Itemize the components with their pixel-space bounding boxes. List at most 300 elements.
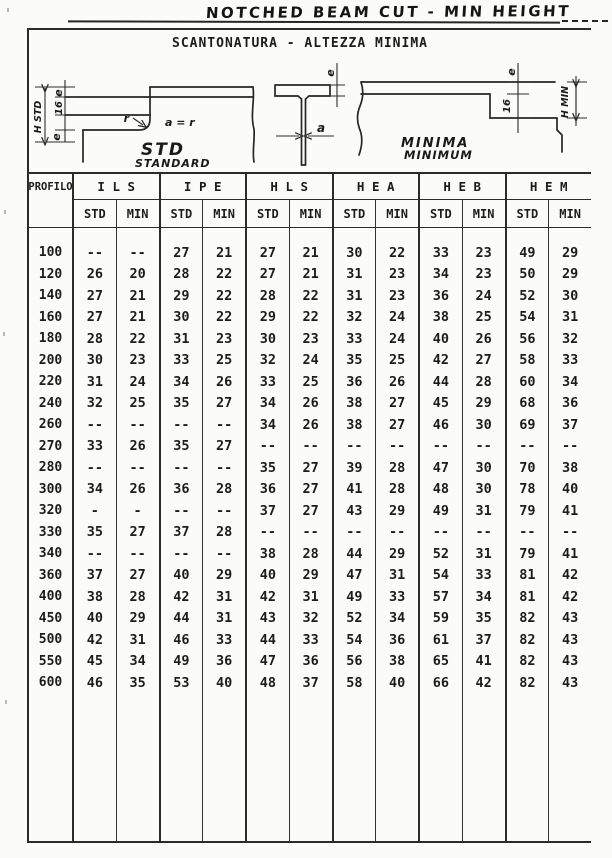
value-cell: 23 [376, 285, 420, 307]
value-cell: 42 [247, 586, 290, 608]
value-cell: 54 [507, 307, 550, 329]
value-cell: -- [247, 522, 290, 544]
value-cell: 37 [290, 672, 334, 694]
value-cell: 52 [334, 608, 377, 630]
value-cell: 25 [376, 350, 420, 372]
title-underline [68, 20, 560, 23]
value-cell: 43 [561, 610, 579, 627]
value-cell: 25 [463, 307, 507, 329]
value-cell: 30 [561, 287, 579, 304]
value-cell: 31 [463, 543, 507, 565]
value-cell: 49 [507, 242, 550, 264]
value-cell: 40 [376, 672, 420, 694]
value-cell: 27 [376, 393, 420, 415]
profile-cell: 100 [29, 242, 74, 264]
value-cell: 35 [74, 522, 117, 544]
table-row [29, 651, 591, 673]
value-cell: 35 [463, 608, 507, 630]
value-cell: 81 [507, 586, 550, 608]
value-cell: 27 [203, 393, 247, 415]
radius-label: r [123, 112, 129, 125]
value-cell: 28 [161, 264, 204, 286]
value-cell: 26 [203, 371, 247, 393]
value-cell: 27 [203, 436, 247, 458]
value-cell: 31 [334, 264, 377, 286]
value-cell: 24 [117, 371, 161, 393]
profile-cell: 270 [29, 436, 74, 458]
empty-filler-row [29, 694, 591, 842]
subheader-min: MIN [376, 200, 420, 227]
value-cell: 29 [376, 543, 420, 565]
profile-cell: 220 [29, 371, 74, 393]
value-cell: 82 [507, 608, 550, 630]
table-row [29, 264, 591, 286]
value-cell: 40 [203, 672, 247, 694]
group-header-hem: H E M [507, 174, 592, 200]
value-cell: 32 [561, 330, 579, 347]
value-cell: 30 [463, 479, 507, 501]
value-cell: 30 [334, 242, 377, 264]
value-cell: 36 [247, 479, 290, 501]
value-cell: -- [161, 500, 204, 522]
profile-cell: 280 [29, 457, 74, 479]
value-cell: 52 [420, 543, 463, 565]
value-cell: 81 [507, 565, 550, 587]
value-cell: 41 [561, 502, 579, 519]
value-cell: 23 [290, 328, 334, 350]
scan-speck [3, 332, 5, 336]
value-cell: -- [463, 436, 507, 458]
value-cell: 40 [74, 608, 117, 630]
value-cell: 33 [420, 242, 463, 264]
value-cell: 27 [74, 285, 117, 307]
value-cell: 42 [561, 567, 579, 584]
value-cell: 46 [161, 629, 204, 651]
table-row [29, 285, 591, 307]
value-cell: -- [203, 414, 247, 436]
value-cell: -- [561, 438, 579, 455]
value-cell: 24 [463, 285, 507, 307]
profile-cell: 300 [29, 479, 74, 501]
value-cell: 28 [203, 522, 247, 544]
value-cell: 47 [420, 457, 463, 479]
profile-cell: 340 [29, 543, 74, 565]
value-cell: 30 [247, 328, 290, 350]
value-cell: 38 [334, 393, 377, 415]
min-dim-16-label: 16 [502, 99, 513, 113]
value-cell: 34 [74, 479, 117, 501]
scan-speck [5, 700, 7, 704]
value-cell: 41 [463, 651, 507, 673]
value-cell: 26 [290, 414, 334, 436]
group-header-ils: I L S [74, 174, 161, 200]
value-cell: -- [117, 242, 161, 264]
value-cell: 29 [117, 608, 161, 630]
subheader-min: MIN [203, 200, 247, 227]
value-cell: 22 [290, 285, 334, 307]
spacer-row [29, 228, 591, 242]
subheader-min: MIN [463, 200, 507, 227]
value-cell: 34 [376, 608, 420, 630]
value-cell: 39 [334, 457, 377, 479]
value-cell: 38 [334, 414, 377, 436]
value-cell: 36 [203, 651, 247, 673]
table-row [29, 307, 591, 329]
min-dim-e-label: e [505, 68, 518, 76]
value-cell: 22 [203, 264, 247, 286]
value-cell: 33 [161, 350, 204, 372]
table-row [29, 436, 591, 458]
table-row [29, 565, 591, 587]
value-cell: 28 [247, 285, 290, 307]
value-cell: 44 [161, 608, 204, 630]
value-cell: 31 [463, 500, 507, 522]
min-dimension-lines [507, 63, 587, 133]
value-cell: 24 [290, 350, 334, 372]
value-cell: 57 [420, 586, 463, 608]
section-dim-e-label: e [324, 69, 337, 77]
value-cell: -- [376, 522, 420, 544]
value-cell: 27 [290, 479, 334, 501]
group-header-ipe: I P E [161, 174, 248, 200]
std-dim-e-top-label: e [52, 89, 65, 97]
value-cell: -- [203, 500, 247, 522]
value-cell: 32 [290, 608, 334, 630]
value-cell: 40 [420, 328, 463, 350]
value-cell: 56 [507, 328, 550, 350]
value-cell: 48 [247, 672, 290, 694]
value-cell: 31 [290, 586, 334, 608]
table-row [29, 500, 591, 522]
value-cell: -- [334, 436, 377, 458]
profile-cell: 600 [29, 672, 74, 694]
table-row [29, 414, 591, 436]
value-cell: 26 [117, 436, 161, 458]
value-cell: 26 [463, 328, 507, 350]
value-cell: -- [117, 543, 161, 565]
value-cell: 82 [507, 672, 550, 694]
value-cell: -- [74, 242, 117, 264]
subheader-row [74, 200, 591, 227]
value-cell: -- [161, 543, 204, 565]
value-cell: 21 [117, 307, 161, 329]
value-cell: 22 [117, 328, 161, 350]
value-cell: 48 [420, 479, 463, 501]
value-cell: -- [74, 414, 117, 436]
value-cell: 37 [463, 629, 507, 651]
value-cell: 29 [290, 565, 334, 587]
value-cell: 38 [247, 543, 290, 565]
value-cell: 38 [376, 651, 420, 673]
value-cell: 28 [74, 328, 117, 350]
group-header-heb: H E B [420, 174, 507, 200]
value-cell: 21 [203, 242, 247, 264]
value-cell: 28 [463, 371, 507, 393]
value-cell: 22 [203, 285, 247, 307]
value-cell: 31 [203, 608, 247, 630]
table-row [29, 393, 591, 415]
group-header-row [74, 174, 591, 200]
value-cell: -- [507, 522, 550, 544]
value-cell: 54 [420, 565, 463, 587]
value-cell: 36 [561, 395, 579, 412]
value-cell: 44 [420, 371, 463, 393]
value-cell: 33 [376, 586, 420, 608]
value-cell: 21 [290, 264, 334, 286]
value-cell: 27 [247, 242, 290, 264]
value-cell: 34 [247, 414, 290, 436]
value-cell: 27 [247, 264, 290, 286]
beam-notch-diagrams [29, 55, 591, 175]
value-cell: 27 [376, 414, 420, 436]
value-cell: 35 [161, 436, 204, 458]
value-cell: 28 [376, 457, 420, 479]
value-cell: 29 [561, 266, 579, 283]
table-row [29, 328, 591, 350]
profile-cell: 360 [29, 565, 74, 587]
value-cell: 56 [334, 651, 377, 673]
value-cell: 58 [334, 672, 377, 694]
value-cell: 31 [117, 629, 161, 651]
value-cell: -- [290, 522, 334, 544]
value-cell: 78 [507, 479, 550, 501]
value-cell: 32 [74, 393, 117, 415]
value-cell: 20 [117, 264, 161, 286]
value-cell: 38 [561, 459, 579, 476]
table-body [29, 228, 591, 694]
value-cell: 23 [203, 328, 247, 350]
subheader-min: MIN [117, 200, 161, 227]
value-cell: -- [74, 457, 117, 479]
value-cell: 29 [376, 500, 420, 522]
value-cell: 42 [161, 586, 204, 608]
value-cell: 33 [561, 352, 579, 369]
value-cell: 40 [561, 481, 579, 498]
value-cell: -- [203, 457, 247, 479]
value-cell: 31 [161, 328, 204, 350]
std-note: a = r [165, 116, 195, 129]
value-cell: 27 [117, 565, 161, 587]
value-cell: -- [463, 522, 507, 544]
table-header [29, 174, 591, 228]
value-cell: 35 [334, 350, 377, 372]
value-cell: 54 [334, 629, 377, 651]
value-cell: 32 [247, 350, 290, 372]
value-cell: 45 [420, 393, 463, 415]
value-cell: 49 [420, 500, 463, 522]
value-cell: 28 [290, 543, 334, 565]
subheader-min: MIN [290, 200, 334, 227]
page-title: NOTCHED BEAM CUT - MIN HEIGHT [205, 2, 572, 22]
value-cell: 41 [561, 545, 579, 562]
value-cell: 36 [334, 371, 377, 393]
value-cell: -- [74, 543, 117, 565]
profile-cell: 500 [29, 629, 74, 651]
min-height-table [29, 172, 591, 841]
value-cell: 23 [463, 242, 507, 264]
content-frame [27, 28, 591, 843]
table-row [29, 608, 591, 630]
min-dim-h-label: H MIN [560, 85, 571, 119]
group-header-hea: H E A [334, 174, 421, 200]
profile-header-cell: PROFILO [29, 174, 74, 227]
table-row [29, 371, 591, 393]
value-cell: 26 [117, 479, 161, 501]
value-cell: 22 [203, 307, 247, 329]
value-cell: 42 [463, 672, 507, 694]
value-cell: 49 [334, 586, 377, 608]
table-row [29, 457, 591, 479]
value-cell: 37 [561, 416, 579, 433]
value-cell: 32 [334, 307, 377, 329]
value-cell: 38 [74, 586, 117, 608]
value-cell: 31 [74, 371, 117, 393]
value-cell: -- [117, 457, 161, 479]
value-cell: 58 [507, 350, 550, 372]
value-cell: 24 [376, 307, 420, 329]
value-cell: 36 [420, 285, 463, 307]
value-cell: 37 [247, 500, 290, 522]
table-row [29, 586, 591, 608]
value-cell: 47 [334, 565, 377, 587]
value-cell: 29 [203, 565, 247, 587]
value-cell: 22 [290, 307, 334, 329]
value-cell: 43 [247, 608, 290, 630]
value-cell: 30 [463, 414, 507, 436]
value-cell: 25 [203, 350, 247, 372]
value-cell: 36 [161, 479, 204, 501]
value-cell: -- [290, 436, 334, 458]
value-cell: 50 [507, 264, 550, 286]
std-dim-e-bottom-label: e [50, 133, 63, 141]
value-cell: 21 [290, 242, 334, 264]
value-cell: 27 [74, 307, 117, 329]
profile-cell: 330 [29, 522, 74, 544]
profile-cell: 550 [29, 651, 74, 673]
value-cell: 30 [161, 307, 204, 329]
value-cell: 40 [247, 565, 290, 587]
value-cell: 38 [420, 307, 463, 329]
value-cell: 23 [117, 350, 161, 372]
value-cell: 43 [561, 653, 579, 670]
scan-speck [4, 210, 6, 214]
value-cell: 61 [420, 629, 463, 651]
value-cell: 26 [376, 371, 420, 393]
std-caption-sub: STANDARD [135, 157, 211, 170]
table-row [29, 242, 591, 264]
profile-cell: 450 [29, 608, 74, 630]
value-cell: 31 [376, 565, 420, 587]
value-cell: -- [161, 457, 204, 479]
value-cell: 23 [463, 264, 507, 286]
value-cell: 42 [561, 588, 579, 605]
table-row [29, 522, 591, 544]
value-cell: 44 [334, 543, 377, 565]
value-cell: 25 [117, 393, 161, 415]
value-cell: 68 [507, 393, 550, 415]
value-cell: 28 [376, 479, 420, 501]
value-cell: 43 [334, 500, 377, 522]
value-cell: 29 [161, 285, 204, 307]
value-cell: 26 [290, 393, 334, 415]
profile-cell: 120 [29, 264, 74, 286]
title-underline-dash [562, 20, 608, 22]
value-cell: 79 [507, 500, 550, 522]
value-cell: 29 [561, 244, 579, 261]
profile-cell: 320 [29, 500, 74, 522]
value-cell: 47 [247, 651, 290, 673]
value-cell: 31 [561, 309, 579, 326]
value-cell: 33 [290, 629, 334, 651]
value-cell: 70 [507, 457, 550, 479]
value-cell: 29 [463, 393, 507, 415]
value-cell: 79 [507, 543, 550, 565]
value-cell: -- [117, 414, 161, 436]
value-cell: 44 [247, 629, 290, 651]
std-caption: STD [141, 140, 185, 160]
value-cell: 35 [117, 672, 161, 694]
profile-cell: 260 [29, 414, 74, 436]
value-cell: 30 [463, 457, 507, 479]
value-cell: 34 [161, 371, 204, 393]
value-cell: 34 [117, 651, 161, 673]
value-cell: -- [561, 524, 579, 541]
value-cell: - [117, 500, 161, 522]
value-cell: 25 [290, 371, 334, 393]
table-row [29, 672, 591, 694]
value-cell: 46 [74, 672, 117, 694]
document-subtitle: SCANTONATURA - ALTEZZA MINIMA [172, 36, 428, 51]
value-cell: 31 [203, 586, 247, 608]
table-row [29, 350, 591, 372]
value-cell: 69 [507, 414, 550, 436]
min-caption: MINIMA [401, 136, 470, 151]
value-cell: -- [376, 436, 420, 458]
value-cell: 59 [420, 608, 463, 630]
value-cell: 49 [161, 651, 204, 673]
value-cell: 21 [117, 285, 161, 307]
value-cell: 34 [463, 586, 507, 608]
subheader-std: STD [161, 200, 204, 227]
value-cell: 27 [290, 500, 334, 522]
value-cell: - [74, 500, 117, 522]
table-row [29, 543, 591, 565]
table-row [29, 479, 591, 501]
value-cell: 37 [74, 565, 117, 587]
subheader-std: STD [247, 200, 290, 227]
value-cell: 27 [161, 242, 204, 264]
value-cell: 30 [74, 350, 117, 372]
profile-cell: 140 [29, 285, 74, 307]
value-cell: 40 [161, 565, 204, 587]
value-cell: 82 [507, 651, 550, 673]
value-cell: -- [203, 543, 247, 565]
profile-cell: 180 [29, 328, 74, 350]
profile-cell: 240 [29, 393, 74, 415]
value-cell: 34 [561, 373, 579, 390]
subheader-std: STD [334, 200, 377, 227]
value-cell: 46 [420, 414, 463, 436]
value-cell: 41 [334, 479, 377, 501]
value-cell: -- [420, 522, 463, 544]
value-cell: 42 [74, 629, 117, 651]
value-cell: -- [507, 436, 550, 458]
value-cell: 35 [161, 393, 204, 415]
value-cell: 53 [161, 672, 204, 694]
value-cell: 27 [463, 350, 507, 372]
value-cell: 35 [247, 457, 290, 479]
value-cell: 52 [507, 285, 550, 307]
